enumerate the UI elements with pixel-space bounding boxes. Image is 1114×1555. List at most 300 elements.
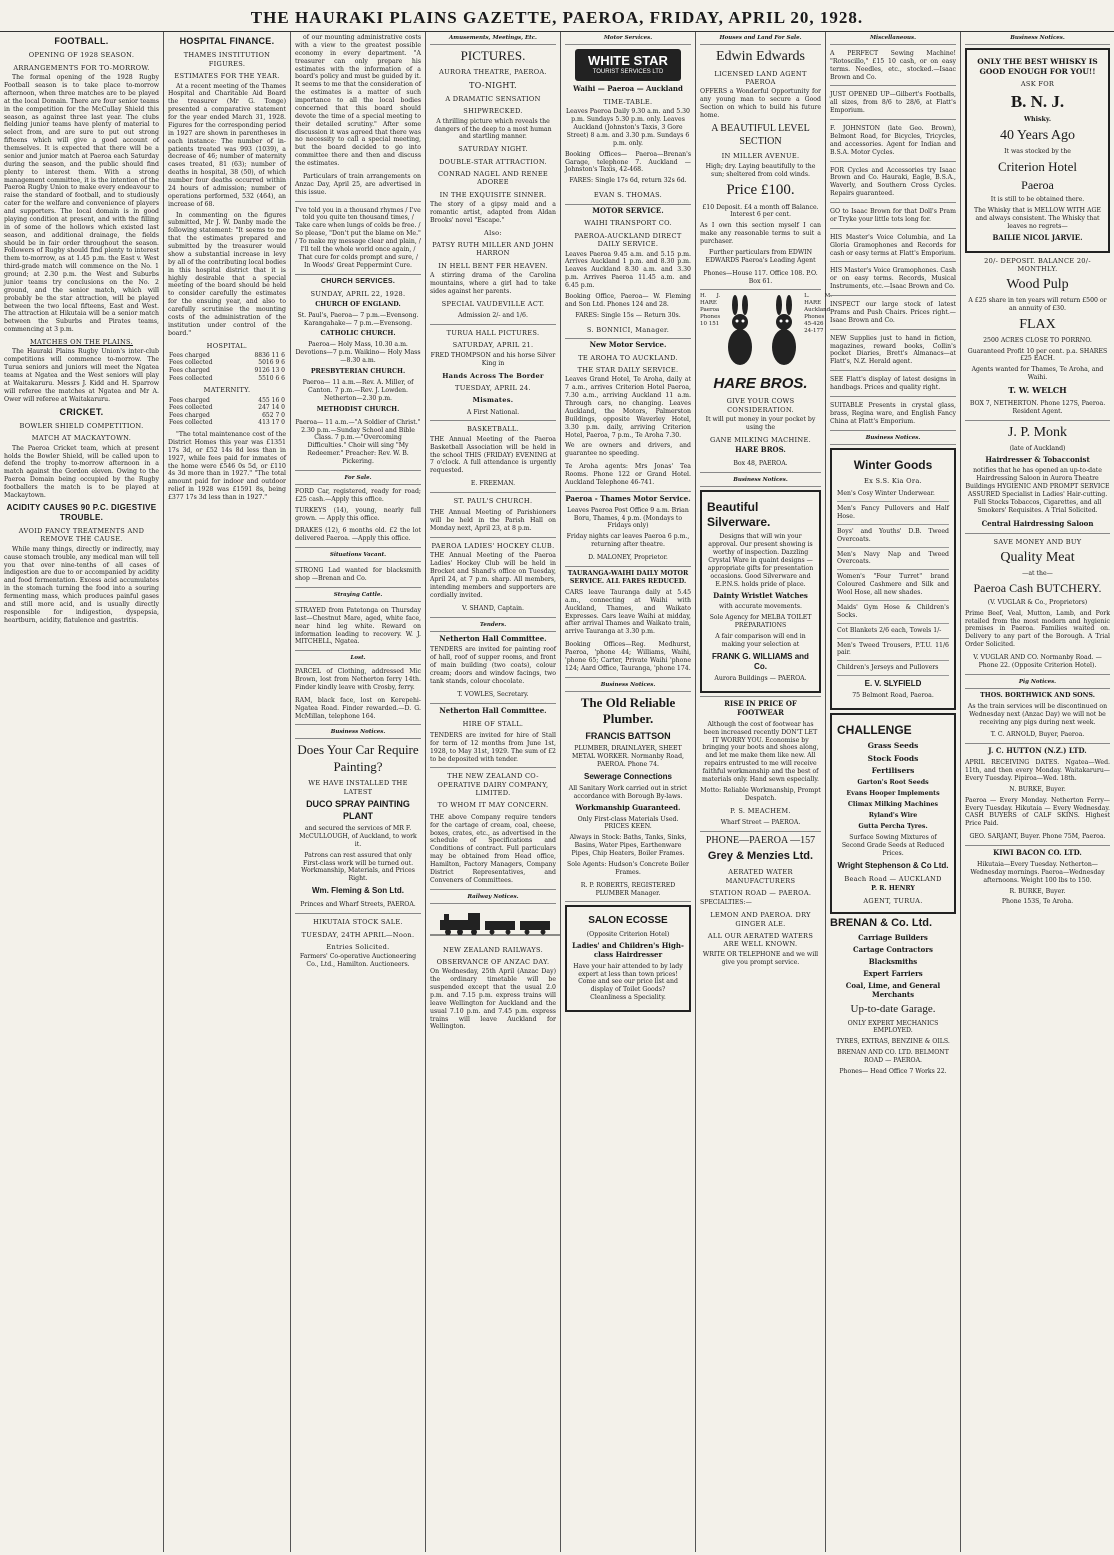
row-label: Fees charged (169, 351, 210, 359)
signature: V. SHAND, Captain. (430, 603, 556, 618)
film-title: IN THE EXQUISITE SINNER. (439, 190, 547, 199)
bootmaker-address: Wharf Street — PAEROA. (700, 817, 821, 832)
challenge-ad (830, 713, 956, 914)
list-item: Maids' Gym Hose & Children's Socks. (837, 601, 949, 624)
winter-goods-list (837, 487, 949, 676)
cricket-subheading: BOWLER SHIELD COMPETITION. (19, 421, 144, 430)
service-text: We are owners and drivers, and guarantee no speeding. (565, 442, 691, 458)
garage-heading: Up-to-date Garage. (850, 1002, 936, 1015)
list-item: Men's Fancy Pullovers and Half Hose. (837, 502, 949, 525)
car-painting-heading: Does Your Car Require Painting? (297, 742, 419, 774)
route-heading: THE STAR DAILY SERVICE. (577, 366, 679, 375)
plumber-text: Sole Agents: Hudson's Concrete Boiler Frames. (567, 860, 689, 876)
turua-date: TUESDAY, APRIL 24. (455, 383, 531, 392)
football-article: The formal opening of the 1928 Rugby Football season is to take place to-morrow afternoon, when three matches are to be played at the local Domain. There are four senior teams in the competition for the McCullay Shield this season, as against three last year. The clubs fielding junior teams have plenty of material to select from, and are sure to put out strong fifteens which will give a good account of themselves. It is expected that there will be a senior and junior match at Paeroa each Saturday during the season, and the public should find plenty to interest them. With a strong management committee, it is the intention of the Paeroa Rugby Union to make every endeavour to raise the standard of football, and to studiously cater for the welfare and convenience of players and supporters. The local domain is in good playing condition at present, and with the filling in of some of the hollows which existed last season, and additional drainage, the fields should be in fair order throughout the season. Followers of Rugby should find plenty to interest them to-morrow, as at 1.45 p.m. the East v. West third-grade match will commence on the No. 1 ground; at 2.30 p.m. the West and Suburbs junior teams try conclusions on the No. 2 ground, and the senior match, which will probably be the star attraction, will be played between the two local fifteens, East and West. The attraction at Hikutaia will be a senior match between the Suburbs and Pirates teams, commencing at 3 p.m. (4, 74, 159, 334)
classified-ad: PARCEL of Clothing, addressed Mic Brown, lost from Netherton ferry 14th. Finder kindly leave with Crosby, ferry. (295, 668, 421, 691)
pig-buyer-signature: T. C. ARNOLD, Buyer, Paeroa. (965, 729, 1110, 744)
category-heading: Motor Services. (565, 34, 691, 45)
hospital-article: In commenting on the figures submitted, Mr J. W. Danby made the following statement: "It seems to me that the estimates prepared and submitted by the treasurer would show a substantial increase in levy by all of the contributing local bodies in this hospital district that it is highly desirable that a special meeting of the board should be held to consider carefully the estimates for the ensuing year, and also to carefully scrutinise the mounting costs of the administration of the institution under control of the board." (168, 211, 286, 337)
tender-notice: TENDERS are invited for hire of Stall for term of 12 months from June 1st, 1928, to May 31st, 1929. The sum of £2 to be deposited with tender. (430, 730, 556, 769)
pig-notice: APRIL RECEIVING DATES. Ngatea—Wed. 11th, and then every Monday. Waitakaruru—Every Tuesday. Pipiroa—Wed. 18th. (965, 759, 1110, 782)
hare-bros-logo: HARE BROS. (713, 375, 808, 393)
salon-tagline: Ladies' and Children's High-class Hairdresser (572, 940, 684, 959)
church-name: METHODIST CHURCH. (316, 405, 400, 413)
misc-ad: A PERFECT Sewing Machine! "Rotoscillo," £15 10 cash, or on easy terms. Needles, etc., stocked.—Isaac Brown and Co. (830, 48, 956, 87)
route-heading: PAEROA-AUCKLAND DIRECT DAILY SERVICE. (574, 231, 682, 249)
fleming-name: Wm. Fleming & Son Ltd. (312, 886, 404, 896)
land-price: Price £100. (726, 182, 795, 199)
logo-text: WHITE STAR (588, 52, 668, 68)
whisky-heading: 40 Years Ago (999, 127, 1076, 143)
column-amusements (426, 34, 560, 1549)
pig-buyer-name: J. C. HUTTON (N.Z.) LTD. (988, 746, 1087, 756)
hairdresser-origin: (late of Auckland) (1009, 444, 1066, 452)
timetable-text: Leaves Paeroa Daily 9.30 a.m. and 5.30 p.m. Sundays 5.30 p.m. only. Leaves Auckland (Johnston's Taxis, 3 Gore Street) 8 a.m. and 3.30 p.m. Sundays 6 p.m. only. (566, 108, 690, 147)
row-label: Fees collected (169, 419, 213, 427)
land-location: IN MILLER AVENUE. (721, 152, 800, 161)
garage-text: ONLY EXPERT MECHANICS EMPLOYED. (847, 1019, 939, 1035)
classified-ad: STRAYED from Patetonga on Thursday last—Chestnut Mare, aged, white face, near hind leg white. Reward on information leading to recovery. W. J. MITCHELL, Ngatea. (295, 605, 421, 651)
column-land (696, 34, 832, 1549)
agent-name: P. R. HENRY (871, 885, 915, 893)
category-heading: Straying Cattle. (295, 591, 421, 602)
land-text: High; dry. Laying beautifully to the sun; sheltered from cold winds. (705, 162, 816, 178)
church-name: CHURCH OF ENGLAND. (315, 300, 401, 308)
butchery-name: Paeroa Cash BUTCHERY. (973, 580, 1102, 595)
pig-buyer-phone: Phone 153S, Te Aroha. (1001, 898, 1074, 906)
list-item: Men's Cosy Winter Underwear. (837, 487, 949, 502)
peppermint-verse: I've told you in a thousand rhymes / I've told you quite ten thousand times, / Take care when lungs of colds be free. / So please, "Don't put the blame on Me." / To make my message clear and plain, / I'll tell the whole world once again, / That cure for colds prompt and sure, / In Woods' Great Peppermint Cure. (295, 205, 421, 275)
pig-notice: Paeroa — Every Monday. Netherton Ferry—Every Tuesday. Hikutaia — Every Wednesday. CASH BUYERS of CALF SKINS. Highest Price Paid. (965, 796, 1110, 828)
stock-sale-auctioneers: Farmers' Co-operative Auctioneering Co., Ltd., Hamilton. Auctioneers. (299, 953, 417, 969)
category-heading: Amusements, Meetings, Etc. (430, 34, 556, 45)
booking-text: Booking Offices— Paeroa—Brenan's Garage, telephone 7. Auckland — Johnston's Taxis, 42-468. (565, 150, 691, 174)
table-row (168, 352, 286, 360)
stock-sale-date: TUESDAY, 24TH APRIL—Noon. (301, 930, 415, 939)
locomotive-icon (430, 910, 560, 936)
film-title: SHIPWRECKED. (463, 107, 523, 116)
grey-menzies-text: WRITE OR TELEPHONE and we will give you prompt service. (702, 950, 819, 966)
agent-name: Edwin Edwards (715, 48, 806, 64)
whisky-text: It is still to be obtained there. (990, 196, 1085, 204)
dairy-notice: THE above Company require tenders for the cartage of cream, coal, cheese, boxes, crates, etc., as advertised in the schedule of Specifications and Conditions of contract. Full particulars may be obtained from Head office, Hamilton, Factory Managers, Company District Representatives, and Conveners of Committees. (430, 812, 556, 890)
challenge-item: Stock Foods (867, 753, 919, 763)
timetable-text: Leaves Paeroa 9.45 a.m. and 5.15 p.m. Arrives Auckland 1 p.m. and 8.30 p.m. Leaves Auckland 8.30 a.m. and 3.30 p.m. Arrives Paeroa 11.45 a.m. and 6.45 p.m. (565, 250, 691, 290)
pig-buyer-signature: GEO. SARJANT, Buyer. Phone 75M, Paeroa. (965, 831, 1110, 846)
brenan-service: Expert Farriers (863, 969, 923, 978)
investment-text: 2500 ACRES CLOSE TO PORRNO. (983, 336, 1092, 344)
misc-ad: GO to Isaac Brown for that Doll's Pram or Tryke your little tots long for. (830, 206, 956, 229)
film-title: Mismates. (472, 396, 514, 405)
railway-subheading: OBSERVANCE OF ANZAC DAY. (436, 957, 550, 966)
timetable-heading: TIME-TABLE. (603, 97, 653, 106)
category-heading: Houses and Land For Sale. (700, 34, 821, 45)
brenan-service: Cartage Contractors (853, 945, 933, 955)
signature: T. VOWLES, Secretary. (430, 689, 556, 704)
brenan-service: Carriage Builders (858, 933, 928, 943)
land-terms: £10 Deposit. £4 a month off Balance. Interest 6 per cent. (702, 203, 819, 219)
football-heading: FOOTBALL. (54, 36, 109, 46)
church-name: CATHOLIC CHURCH. (320, 330, 396, 338)
agent-phones: Phones—House 117. Office 108. P.O. Box 61. (700, 268, 821, 291)
film-text: A First National. (430, 407, 556, 422)
theatre-name: AURORA THEATRE, PAEROA. (439, 68, 547, 77)
service-text: Friday nights car leaves Paeroa 6 p.m., returning after theatre. (566, 533, 690, 549)
film-text: DOUBLE-STAR ATTRACTION. (439, 157, 547, 166)
route-heading: Waihi — Paeroa — Auckland (573, 84, 683, 94)
category-heading: Railway Notices. (430, 893, 556, 904)
row-value: 5510 6 6 (258, 374, 285, 382)
booking-text: Booking Offices—Reg. Medhurst, Paeroa, 'phone 44; Williams, Waihi, 'phone 65; Carter, Private Waihi 'phone 124; Aard Office, Tauranga, 'phone 174. (565, 639, 691, 678)
hospital-fees-table (168, 352, 286, 382)
pig-buyer-signature: R. BURKE, Buyer. (1009, 887, 1066, 895)
table-row (168, 367, 286, 375)
brenan-service: Blacksmiths (868, 957, 918, 967)
cricket-heading: CRICKET. (59, 406, 104, 417)
signature: E. FREEMAN. (430, 478, 556, 493)
category-heading: Tenders. (430, 621, 556, 632)
grey-menzies-address: STATION ROAD — PAEROA. (709, 889, 812, 898)
plumber-manager: R. P. ROBERTS, REGISTERED PLUMBER Manager. (565, 880, 691, 903)
acidity-article: While many things, directly or indirectly, may cause stomach trouble, any medical man will tell you that over nine-tenths of all cases of indigestion are due to or accompanied by acidity and food fermentation. Excess acid accumulates in the stomach turning the food into a souring fermenting mass, which produces painful gases and still more acid, and is usually directly responsible for indigestion, dyspepsia, heartburn, acidity, flatulence and gastritis. (4, 545, 159, 624)
hockey-notice: THE Annual Meeting of the Paeroa Ladies' Hockey Club will be held in Brocket and Shand's office on Tuesday, April 24, at 7 p.m. sharp. All members, intending members and supporters are cordially invited. (430, 552, 556, 599)
jeweller-name: FRANK G. WILLIAMS and Co. (712, 651, 809, 671)
plumber-service: Sewerage Connections (583, 771, 673, 781)
phone-number: PHONE—PAEROA —157 (705, 834, 816, 846)
railway-notice: On Wednesday, 25th April (Anzac Day) the ordinary timetable will be suspended except that the usual 2.0 p.m. and 7.15 p.m. express trains will leave Wellington for Auckland and the usual 7.10 p.m. and 7.45 p.m. express trains will leave Auckland for Wellington. (430, 968, 556, 1031)
plumber-address: PLUMBER, DRAINLAYER, SHEET METAL WORKER. Normanby Road, PAEROA. Phone 74. (571, 745, 685, 768)
masthead: THE HAURAKI PLAINS GAZETTE, PAEROA, FRIDAY, APRIL 20, 1928. (250, 8, 864, 27)
rabbit-icon (764, 297, 804, 367)
draper-address: 75 Belmont Road, Paeroa. (852, 692, 934, 700)
hospital-subheading: THAMES INSTITUTION FIGURES. (183, 51, 271, 68)
draper-name: E. V. SLYFIELD (864, 679, 922, 689)
logo-subtext: TOURIST SERVICES LTD (592, 69, 664, 76)
acidity-subheading: AVOID FANCY TREATMENTS AND REMOVE THE CAUSE. (18, 527, 145, 544)
cricket-subheading: MATCH AT MACKAYTOWN. (31, 434, 132, 443)
film-text: A thrilling picture which reveals the dangers of the deep to a most human and startling manner. (434, 117, 552, 141)
church-heading: CHURCH SERVICES. (320, 277, 396, 285)
film-title: IN HELL BENT FER HEAVEN. (438, 261, 548, 270)
garage-text: BRENAN AND CO. LTD. BELMONT ROAD — PAEROA. (837, 1049, 949, 1065)
butchery-proprietors: (V. VUGLAR & Co., Proprietors) (987, 598, 1088, 606)
salon-ad (565, 905, 691, 1012)
film-text: The story of a gipsy maid and a romantic artist, adapted from Aldan Brooks' novel "Escape." (430, 201, 556, 224)
investment-text: Guaranteed Profit 10 per cent. p.a. SHARES £25 EACH. (967, 347, 1108, 363)
category-heading: Lost. (295, 654, 421, 665)
list-item: Children's Jerseys and Pullovers (837, 661, 949, 676)
cricket-article: The Paeroa Cricket team, which at present holds the Bowler Shield, will be called upon to defend the trophy to-morrow afternoon in a match against the Gordon eleven. Owing to the Paeroa Domain being occupied by the Rugby footballers the match is to be played at Mackaytown. (4, 444, 159, 499)
film-stars: PATSY RUTH MILLER AND JOHN HARRON (432, 241, 554, 258)
car-painting-text: Patrons can rest assured that only First-class work will be turned out. Workmanship, Materials, and Prices Right. (301, 851, 415, 883)
hare-text: It will put money in your pocket by using the (705, 416, 816, 432)
list-item: Women's "Four Turret" brand Coloured Cashmere and Silk and Wool Hose, all new shades. (837, 570, 949, 601)
proprietor-name: D. MALONEY, Proprietor. (565, 552, 691, 567)
timetable-text: CARS leave Tauranga daily at 5.45 a.m., connecting at Waihi with Auckland, Thames, and Waikato Expresses. Cars leave Waihi at midday, after arrival Thames and Waikato train, arrive Tauranga at 3.30 p.m. (565, 588, 691, 636)
turua-heading: TURUA HALL PICTURES. (446, 329, 540, 338)
list-item: Men's Tweed Trousers, P.T.U. 11/6 pair. (837, 639, 949, 662)
row-value: 9126 13 0 (254, 367, 285, 375)
hockey-heading: PAEROA LADIES' HOCKEY CLUB. (431, 542, 555, 551)
row-label: Fees collected (169, 404, 213, 412)
land-heading: A BEAUTIFUL LEVEL SECTION (711, 122, 810, 147)
column-churches (291, 34, 425, 1549)
watches-text: with accurate movements. (719, 603, 802, 611)
church-meeting-heading: ST. PAUL'S CHURCH. (453, 497, 533, 506)
tender-notice: TENDERS are invited for painting roof of hall, roof of supper rooms, and front of main building (two coats), colour cream; doors and window facings, two tank stands, colour chocolate. (430, 646, 556, 685)
film-title: Hands Across The Border (442, 371, 544, 380)
matches-article: The Hauraki Plains Rugby Union's inter-club competitions will commence to-morrow. The Turua seniors and juniors will meet the Ngatea teams at Ngatea and the West seniors will play at Waitakaruru. Messrs J. Kidd and H. Sparrow will referee the matches at Ngatea and Mr A. Ower will referee at Waitakaruru. (4, 348, 159, 403)
pig-buyer-name: KIWI BACON CO. LTD. (993, 848, 1082, 858)
maternity-fees-table (168, 397, 286, 427)
table-row (168, 397, 286, 405)
whisky-text: Whisky. (1023, 115, 1052, 123)
silverware-heading: Beautiful Silverware. (707, 499, 771, 530)
timetable-text: Leaves Grand Hotel, Te Aroha, daily at 7 a.m., arrives Criterion Hotel Paeroa, 7.30 a.m., arriving Auckland 11 a.m. Through cars, no changing. Leaves Auckland, the Motors, Palmerston Buildings, opposite Waverley Hotel, 3.30 p.m. daily, arriving Criterion Hotel, Paeroa, 7 p.m., Te Aroha 7.30. (565, 376, 691, 439)
dairy-heading: THE NEW ZEALAND CO-OPERATIVE DAIRY COMPANY, LIMITED. (437, 772, 549, 798)
row-label: Fees charged (169, 367, 210, 375)
row-value: 8836 11 6 (254, 351, 285, 359)
grey-menzies-products: LEMON AND PAEROA. DRY GINGER ALE. (710, 911, 811, 928)
film-text: SATURDAY NIGHT. (458, 145, 528, 154)
plumber-heading: The Old Reliable Plumber. (580, 694, 676, 727)
plumber-text: Only First-class Materials Used. PRICES KEEN. (577, 815, 679, 831)
row-value: 413 17 0 (258, 419, 285, 427)
proprietor-name: EVAN S. THOMAS. (565, 189, 691, 204)
table-row (168, 359, 286, 367)
flax-heading: FLAX (1019, 316, 1056, 332)
hotel-town: Paeroa (1021, 178, 1054, 193)
category-heading: Business Notices. (965, 34, 1110, 45)
challenge-item: Ryland's Wire (868, 811, 918, 819)
watches-heading: Dainty Wristlet Watches (713, 590, 808, 600)
hotel-name: Criterion Hotel (997, 158, 1078, 174)
brenan-service: Coal, Lime, and General Merchants (845, 980, 941, 999)
rabbit-icon (720, 297, 760, 367)
classified-ad: STRONG Lad wanted for blacksmith shop —Brenan and Co. (295, 565, 421, 588)
challenge-item: Gutta Percha Tyres. (858, 822, 928, 830)
motor-service-heading: Paeroa - Thames Motor Service. (565, 493, 691, 503)
acidity-heading: ACIDITY CAUSES 90 P.C. DIGESTIVE TROUBLE. (6, 502, 157, 522)
footwear-motto: Motto: Reliable Workmanship, Prompt Despatch. (700, 786, 821, 802)
winter-goods-heading: Winter Goods (853, 457, 933, 472)
car-painting-text: and secured the services of MR F. McCULLOUGH, of Auckland, to work it. (299, 825, 417, 848)
masthead-rule (0, 31, 1114, 32)
whisky-text: ASK FOR (1020, 80, 1055, 89)
dairy-subheading: TO WHOM IT MAY CONCERN. (437, 801, 549, 810)
table-row (168, 375, 286, 383)
jeweller-address: Aurora Buildings — PAEROA. (714, 675, 807, 683)
challenge-item: Fertilisers (871, 766, 915, 776)
category-heading: Business Notices. (700, 476, 821, 487)
classified-ad: DRAKES (12), 6 months old. £2 the lot delivered Paeroa. —Apply this office. (295, 525, 421, 548)
white-star-logo (575, 49, 681, 81)
pictures-heading: PICTURES. (460, 47, 526, 63)
hare-text: Box 48, PAEROA. (700, 458, 821, 473)
hare-text: GIVE YOUR COWS CONSIDERATION. (726, 397, 795, 414)
matches-heading: MATCHES ON THE PLAINS. (29, 338, 134, 347)
misc-ad: INSPECT our large stock of latest Prams and Push Chairs. Prices right.—Isaac Brown and Co. (830, 299, 956, 330)
hospital-table-heading: HOSPITAL. (206, 341, 248, 350)
challenge-item: Grass Seeds (867, 741, 919, 751)
misc-ad: JUST OPENED UP—Gilbert's Footballs, all sizes, from 8/6 to 28/6, at Flatt's Emporium. (830, 89, 956, 120)
column-business (961, 34, 1114, 1549)
pig-buyer-signature: N. BURKE, Buyer. (1009, 785, 1066, 793)
row-label: Fees collected (169, 359, 213, 367)
saloon-name: Central Hairdressing Saloon (965, 518, 1110, 534)
maternity-table-heading: MATERNITY. (203, 386, 251, 395)
row-label: Fees charged (169, 411, 210, 419)
category-heading: Business Notices. (830, 434, 956, 445)
butchery-text: —at the— (1022, 569, 1053, 577)
misc-ad: HIS Master's Voice Gramophones. Cash or on easy terms. Records, Musical Instruments, etc.—Isaac Brown and Co. (830, 265, 956, 296)
transport-company: WAIHI TRANSPORT CO. (584, 219, 672, 228)
tender-heading: Netherton Hall Committee. (439, 633, 547, 643)
route-heading: TE AROHA TO AUCKLAND. (578, 353, 678, 362)
category-heading: Business Notices. (295, 728, 421, 739)
melba-text: A fair comparison will end in making your selection at (715, 633, 806, 648)
bootmaker-name: P. S. MEACHEM. (730, 806, 791, 815)
rabbits-illustration (720, 297, 804, 367)
hare-text: HARE BROS. (735, 445, 786, 455)
pig-notice: Hikutaia—Every Tuesday. Netherton—Wednesday mornings. Paeroa—Wednesday afternoons. Weight 100 lbs to 150. (970, 860, 1105, 884)
butchery-address: V. VUGLAR AND CO. Normanby Road. — Phone 22. (Opposite Criterion Hotel). (965, 652, 1110, 675)
hairdresser-text: notifies that he has opened an up-to-date Hairdressing Saloon in Aurora Theatre Buildings HYGIENIC AND PROMPT SERVICE ASSURED Specialist in Ladies' Hair-cutting. Full Stocks Tobaccos, Cigarettes, and all Smokers' Requisites. A Trial Solicited. (965, 467, 1110, 514)
misc-ad: FOR Cycles and Accessories try Isaac Brown and Co. Hauraki, Eagle, B.S.A., Waverly, and Southern Cross Cycles. Repairs guaranteed. (830, 165, 956, 204)
whisky-brand: B. N. J. (1010, 92, 1065, 112)
footwear-text: Although the cost of footwear has been increased recently DON'T LET IT WORRY YOU. Economise by bringing your boots and shoes along, and let me make them like new. All repairs entrusted to me will receive faithful workmanship and the best of materials only. Hand sewn especially. (701, 720, 820, 783)
misc-ad: HIS Master's Voice Columbia, and La Gloria Gramophones and Records for cash or easy terms at Flatt's Emporium. (830, 232, 956, 263)
church-name: PRESBYTERIAN CHURCH. (310, 368, 406, 376)
column-motor (561, 34, 695, 1549)
grey-menzies-name: Grey & Menzies Ltd. (707, 850, 814, 863)
hare-left-text: H. J. HARE Paeroa Phones 10 151 (700, 293, 721, 328)
agent-location: AGENT, TURUA. (863, 897, 923, 906)
church-times: Paeroa— 11 a.m.—Rev. A. Miller, of Canton. 7 p.m.—Rev. J. Lowden. Netherton—2.30 p.m. (302, 379, 414, 402)
motor-service-heading: New Motor Service. (589, 339, 667, 349)
turua-date: SATURDAY, APRIL 21. (452, 341, 534, 350)
plumber-text: Always in Stock: Baths, Tanks, Sinks, Basins, Water Pipes, Earthenware Pipes, Chip Heaters, Boiler Frames. (569, 834, 687, 857)
plumber-service: Workmanship Guaranteed. (575, 802, 681, 812)
agent-name: T. W. WELCH (1008, 385, 1067, 396)
salon-text: Have your hair attended to by lady expert at less than town prices! Come and see our price list and display of Toilet Goods? Cleanliness a Speciality. (573, 962, 683, 1002)
film-text: Also: (484, 228, 502, 237)
table-row (168, 404, 286, 412)
pig-notice: As the train services will be discontinued on Wednesday next (Anzac Day) we will not be receiving any pigs during next week. (967, 702, 1108, 726)
challenge-item: Evans Hooper Implements (846, 789, 940, 797)
grey-menzies-text: ALL OUR AERATED WATERS ARE WELL KNOWN. (707, 932, 814, 949)
challenge-item: Climax Milking Machines (847, 800, 939, 808)
salon-location: (Opposite Criterion Hotel) (586, 931, 670, 939)
category-heading: For Sale. (295, 474, 421, 485)
film-text: SPECIAL VAUDEVILLE ACT. (441, 299, 545, 308)
silverware-ad (700, 490, 821, 693)
agent-address: BOX 7, NETHERTON. Phone 127S, Paeroa. Resident Agent. (965, 398, 1110, 421)
list-item: Men's Navy Nap and Tweed Overcoats. (837, 548, 949, 571)
misc-ad: NEW Supplies just to hand in fiction, magazines, reward books, Collin's pocket Diaries, Brett's Almanacs—at Flatt's, N.Z. Herald agent. (830, 333, 956, 372)
basketball-notice: THE Annual Meeting of the Paeroa Basketball Association will be held in the school THIS (FRIDAY) EVENING at 7 o'clock. A full attendance is urgently requested. (430, 435, 556, 475)
list-item: Boys' and Youths' D.B. Tweed Overcoats. (837, 525, 949, 548)
hospital-heading: HOSPITAL FINANCE. (179, 36, 275, 46)
table-row (168, 419, 286, 427)
row-value: 652 7 0 (262, 411, 285, 419)
whisky-text: ONLY THE BEST WHISKY IS GOOD ENOUGH FOR YOU!! (977, 56, 1098, 76)
melba-text: Sole Agency for MELBA TOILET PREPARATIONS (709, 614, 812, 630)
hospital-article: At a recent meeting of the Thames Hospital and Charitable Aid Board the treasurer (Mr G. Tonge) presented a comparative statement for the year ended March 31, 1928. Figures for the corresponding period in 1927 are shown in parentheses in each instance: The number of in-patients treated was 993 (1039), a decrease of 46; number of maternity cases treated, 81 (63); number of deaths in hospital, 38 (50), of which number four deaths occurred within 24 hours of admission; number of operations performed, 532 (464), an increase of 68. (168, 82, 286, 208)
tonight-label: TO-NIGHT. (469, 80, 517, 90)
whisky-text: It was stocked by the (1004, 147, 1071, 155)
football-subheading: OPENING OF 1928 SEASON. (28, 51, 135, 60)
tender-heading: Netherton Hall Committee. (439, 705, 547, 715)
category-heading: Miscellaneous. (830, 34, 956, 45)
investment-text: A £25 share in ten years will return £500 or an annuity of £30. (968, 297, 1107, 313)
category-heading: Business Notices. (565, 681, 691, 692)
whisky-text: The Whisky that is MELLOW WITH AGE and always consistent. The Whisky that leaves no regrets— (974, 207, 1101, 230)
row-value: 455 16 0 (258, 396, 285, 404)
misc-ad: SEE Flatt's display of latest designs in handbags. Prices and quality right. (830, 374, 956, 397)
hare-bros-ad (700, 293, 832, 371)
row-value: 247 14 0 (258, 404, 285, 412)
row-value: 5016 9 6 (258, 359, 285, 367)
garage-phones: Phones— Head Office 7 Works 22. (839, 1067, 947, 1075)
category-heading: Situations Vacant. (295, 551, 421, 562)
fares-text: FARES: Single 15s — Return 30s. (575, 311, 681, 319)
booking-text: Booking Office, Paeroa— W. Fleming and Son Ltd. Phones 124 and 28. (565, 292, 691, 308)
stock-sale-entries: Entries Solicited. (326, 942, 390, 951)
table-row (168, 412, 286, 420)
train-notice: Particulars of train arrangements on Anzac Day, April 25, are advertised in this issue. (295, 171, 421, 202)
misc-ad: F. JOHNSTON (late Geo. Brown), Belmont Road, for Bicycles, Tricycles, and accessories. Agent for Indian and B.S.A. Motor Cycles. (830, 123, 956, 162)
motor-service-heading: MOTOR SERVICE. (592, 205, 664, 215)
winter-goods-ship: Ex S.S. Kia Ora. (864, 476, 922, 485)
classified-ad: RAM, black face, lost on Kerepehi-Ngatea Road. Finder rewarded.—D. G. McMillan, telephone 164. (295, 695, 421, 726)
railway-heading: NEW ZEALAND RAILWAYS. (442, 945, 543, 954)
land-text: Further particulars from EDWIN EDWARDS Paeroa's Leading Agent (705, 248, 816, 264)
salon-name: SALON ECOSSE (588, 915, 668, 927)
fleming-address: Princes and Wharf Streets, PAEROA. (295, 899, 421, 914)
tender-subheading: HIRE OF STALL. (462, 719, 524, 728)
hairdresser-name: J. P. Monk (1007, 424, 1068, 440)
wood-pulp-heading: Wood Pulp (1006, 277, 1069, 293)
row-label: Fees charged (169, 396, 210, 404)
butchery-text: SAVE MONEY AND BUY (993, 537, 1082, 546)
classified-ad: FORD Car, registered, ready for road; £25 cash.—Apply this office. (295, 487, 421, 503)
brenan-name: BRENAN & Co. Ltd. (830, 917, 933, 930)
fares-text: FARES: Single 17s 6d, return 32s 6d. (569, 177, 687, 185)
column-hospital (164, 34, 290, 1549)
pig-buyer-name: THOS. BORTHWICK AND SONS. (980, 691, 1095, 699)
football-subheading: ARRANGEMENTS FOR TO-MORROW. (13, 63, 150, 72)
motor-service-heading: TAURANGA-WAIHI DAILY MOTOR SERVICE. ALL FARES REDUCED. (567, 569, 689, 585)
list-item: Cot Blankets 2/6 each, Towels 1/- (837, 624, 949, 639)
basketball-heading: BASKETBALL. (466, 425, 520, 434)
grey-menzies-text: AERATED WATER MANUFACTURERS (725, 868, 796, 885)
challenge-text: Surface Sowing Mixtures of Second Grade Seeds at Reduced Prices. (841, 833, 945, 857)
hospital-article-cont: of our mounting administrative costs with a view to the greatest possible economy in every department. "A treasurer can only prepare his estimates with the information of a board's policy and must be guided by it. It seems to me that the consideration of the estimates is a matter of such importance to all the local bodies concerned that this board should devote the time of a special meeting to their detailed scrutiny." After some discussion it was agreed that there was no necessity to call a special meeting, but the board decided to go into committee there and then and discuss the estimates. (295, 34, 421, 167)
investment-text: Agents wanted for Thames, Te Aroha, and Waihi. (971, 366, 1104, 382)
column-sport (0, 34, 163, 1549)
silverware-text: Designs that will win your approval. Our present showing is worthy of inspection. Dazzling Crystal Ware in quaint designs — appropriate gifts for presentation occasions. Good Silverware and E.P.N.S. holds pride of place. (707, 533, 814, 588)
church-times: Paeroa— Holy Mass, 10.30 a.m. Devotions—7 p.m. Waikino— Holy Mass—8.30 a.m. (295, 341, 421, 365)
row-label: Fees collected (169, 374, 213, 382)
category-heading: Pig Notices. (965, 678, 1110, 689)
winter-goods-ad (830, 448, 956, 711)
hare-text: GANE MILKING MACHINE. (710, 435, 811, 444)
classified-ad: TURKEYS (14), young, nearly full grown. — Apply this office. (295, 506, 421, 522)
footwear-heading: RISE IN PRICE OF FOOTWEAR (700, 696, 821, 718)
church-times: St. Paul's, Paeroa— 7 p.m.—Evensong. Karangahake— 7 p.m.—Evensong. (297, 311, 419, 327)
film-text: A stirring drama of the Carolina mountains, where a girl had to take sides against her parents. (430, 272, 556, 295)
